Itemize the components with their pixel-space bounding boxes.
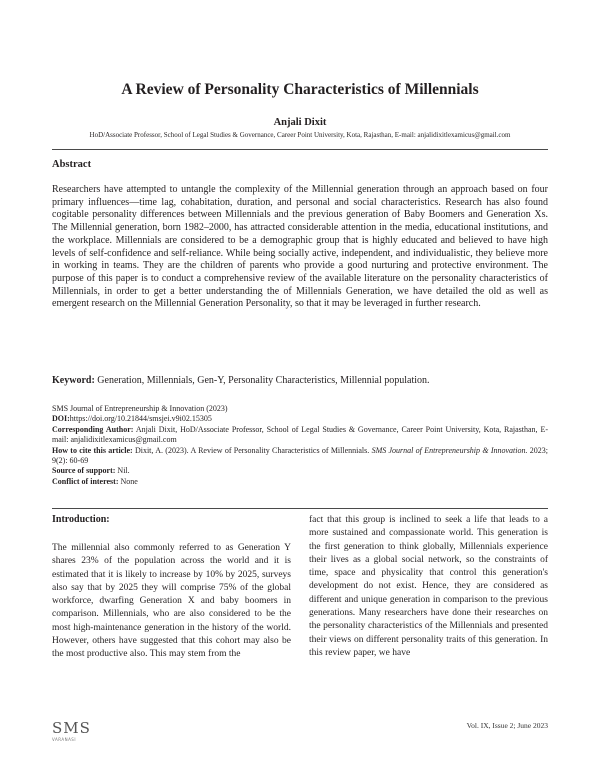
publisher-logo [52,719,92,747]
keyword-label: Keyword: [52,375,95,386]
support-value: Nil. [115,466,130,476]
article-metadata [52,404,548,487]
doi-line [52,414,548,424]
citation-text: Dixit, A. (2023). A Review of Personality Characteristics of Millennials. [132,445,372,455]
journal-line: SMS Journal of Entrepreneurship & Innovation (2023) [52,404,228,413]
logo-subtext: VARANASI [52,737,77,742]
issue-info: Vol. IX, Issue 2; June 2023 [466,721,548,730]
support-label: Source of support: [52,466,116,476]
abstract-body: Researchers have attempted to untangle the complexity of the Millennial generation through an approach based on four primary influences—time lag, cohabitation, duration, and personal and social characteristics. Research has also found cogitable personality differences between Millennials and the previous generation of Baby Boomers and Generation Xs. The Millennial generation, born 1982–2000, has attracted considerable attention in the media, educational institutions, and the workplace. Millennials are considered to be a demographic group that is highly educated and believed to have high levels of self-confidence and self-reliance. While being socially active, independent, and individualistic, they believe more in working in teams. They are the children of parents who provide a good nurturing and protective environment. The purpose of this paper is to conduct a comprehensive review of the available literature on the personality characteristics of Millennials, in order to get a better understanding the of Millennials Generation, we have detailed the old as well as emergent research on the Millennial Generation Personality, so that it may be leveraged in further research. [52,184,548,310]
intro-left-column: The millennial also commonly referred to as Generation Y shares 23% of the population across the world and it is estimated that it is likely to increase by 10% by 2025, surveys also say that by 2025 they will comprise 75% of the global workforce, dwarfing Generation X and baby boomers in comparison. Millennials, who are also considered to be the most high-maintenance generation in the history of the world. However, others have suggested that this cohort may also be the most productive also. This may stem from the [52,543,291,660]
corresponding-author-line [52,425,548,446]
citation-journal: SMS Journal of Entrepreneurship & Innovation. [371,445,528,455]
doi-label: DOI: [52,414,70,424]
doi-link[interactable]: https://doi.org/10.21844/smsjei.v9i02.15305 [69,414,212,424]
support-line [52,466,548,476]
conflict-line [52,477,548,487]
corresponding-author-text: Anjali Dixit, HoD/Associate Professor, School of Legal Studies & Governance, Career Point University, Kota, Rajasthan, E-mail: anjalidixitlexamicus@gmail.com [52,424,548,445]
author-name: Anjali Dixit [273,117,327,128]
citation-volume: 2023; 9(2): 60-69 [52,445,549,466]
abstract-heading: Abstract [52,159,92,170]
intro-divider [52,508,548,509]
intro-right-column: fact that this group is inclined to seek a life that leads to a more sustained and compassionate world. This generation is the first generation to think globally, Millennials experience their lives as a global social network, so the constraints of time, space and physicality that control this generation's development do not exist. Hence, they are considered as different and unique generation in comparison to the previous generations. Many researchers have done their researches on the personality characteristics of the Millennials and presented their views on different personality traits of this generation. In this review paper, we have [309,515,548,658]
introduction-heading: Introduction: [52,514,110,525]
keyword-list: Generation, Millennials, Gen-Y, Personality Characteristics, Millennial population. [94,375,430,386]
citation-label: How to cite this article: [52,445,133,455]
top-divider [52,149,548,150]
author-affiliation: HoD/Associate Professor, School of Legal Studies & Governance, Career Point University, Kota, Rajasthan, E-mail: anjalidixitlexamicus@gmail.com [89,131,511,139]
corresponding-author-label: Corresponding Author: [52,424,134,434]
conflict-label: Conflict of interest: [52,476,119,486]
citation-line [52,446,548,467]
conflict-value: None [118,476,138,486]
logo-letters: SMS [52,719,91,737]
keywords [52,375,548,386]
paper-title: A Review of Personality Characteristics of Millennials [121,81,479,98]
